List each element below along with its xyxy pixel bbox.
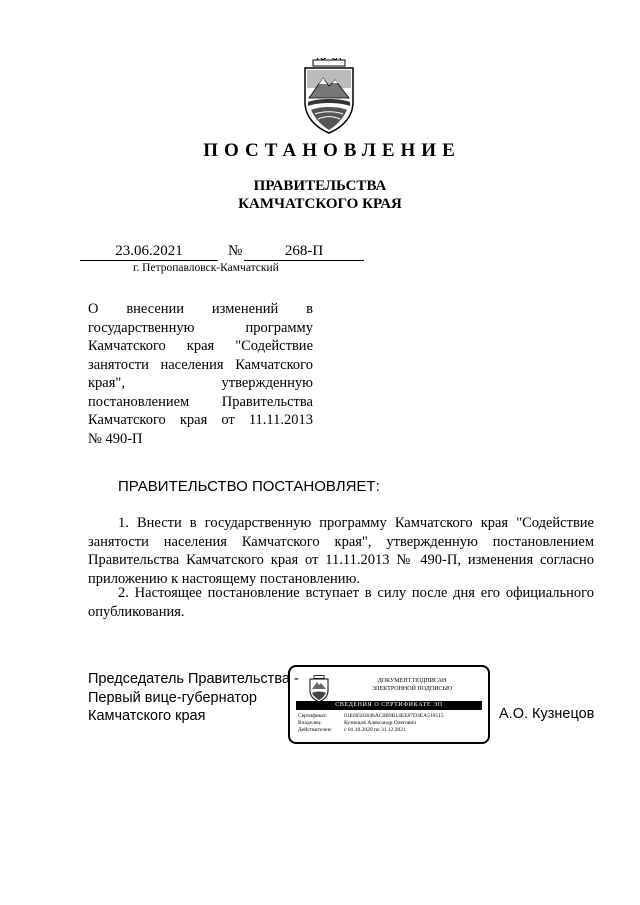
document-subject	[88, 300, 313, 448]
stamp-certificate-bar: СВЕДЕНИЯ О СЕРТИФИКАТЕ ЭП	[296, 701, 482, 710]
signer-name: А.О. Кузнецов	[499, 706, 595, 722]
subject-line: № 490-П	[88, 430, 143, 447]
electronic-signature-stamp	[288, 665, 490, 744]
subject-line: О внесении изменений в	[88, 301, 313, 317]
subject-line: Камчатского края от 11.11.2013	[88, 412, 313, 428]
stamp-value: 01E60583046AC0B9B14EE87D3EA510515	[344, 713, 444, 719]
stamp-row-certificate	[298, 713, 484, 720]
number-sign: №	[228, 243, 243, 259]
stamp-emblem-icon	[308, 675, 330, 703]
stamp-row-owner	[298, 720, 484, 727]
issuer-line-2: КАМЧАТСКОГО КРАЯ	[238, 196, 402, 212]
paragraph-line: опубликования.	[88, 603, 185, 620]
paragraph-2	[88, 584, 594, 621]
coat-of-arms-emblem	[299, 58, 359, 134]
city-name: г. Петропавловск-Камчатский	[133, 262, 279, 274]
paragraph-line: приложению к настоящему постановлению.	[88, 570, 360, 587]
stamp-row-validity	[298, 727, 484, 734]
subject-line: занятости населения Камчатского	[88, 356, 313, 373]
paragraph-line: Правительства Камчатского края от 11.11.2013 № 490-П, изменения согласно	[88, 552, 594, 568]
stamp-heading-line: ДОКУМЕНТ ПОДПИСАН	[377, 678, 447, 684]
decree-heading: ПРАВИТЕЛЬСТВО ПОСТАНОВЛЯЕТ:	[118, 478, 380, 495]
stamp-value: Кузнецов Александр Олегович	[344, 720, 417, 726]
paragraph-line: 1. Внести в государственную программу Камчатского края "Содействие	[118, 515, 594, 531]
document-number: 268-П	[244, 243, 364, 261]
stamp-value: с 01.10.2020 по 31.12.2021	[344, 727, 406, 733]
document-type-title: ПОСТАНОВЛЕНИЕ	[203, 140, 461, 161]
stamp-label: Сертификат:	[298, 713, 328, 719]
document-date: 23.06.2021	[80, 243, 218, 261]
signer-position	[88, 670, 299, 726]
subject-line: государственную программу	[88, 319, 313, 336]
subject-line: постановлением Правительства	[88, 393, 313, 410]
signer-position-line: Председатель Правительства -	[88, 671, 299, 687]
paragraph-line: занятости населения Камчатского края", утвержденную постановлением	[88, 533, 594, 550]
stamp-heading	[338, 678, 486, 693]
paragraph-1	[88, 514, 594, 588]
stamp-heading-line: ЭЛЕКТРОННОЙ ПОДПИСЬЮ	[371, 685, 453, 692]
stamp-label: Действителен:	[298, 727, 333, 733]
paragraph-line: 2. Настоящее постановление вступает в силу после дня его официального	[118, 585, 594, 601]
stamp-label: Владелец:	[298, 720, 322, 726]
subject-line: края", утвержденную	[88, 375, 313, 391]
issuer-line-1: ПРАВИТЕЛЬСТВА	[253, 178, 387, 194]
stamp-details	[298, 713, 484, 734]
signer-position-line: Первый вице-губернатор	[88, 689, 257, 706]
signer-position-line: Камчатского края	[88, 708, 206, 724]
subject-line: Камчатского края "Содействие	[88, 338, 313, 354]
